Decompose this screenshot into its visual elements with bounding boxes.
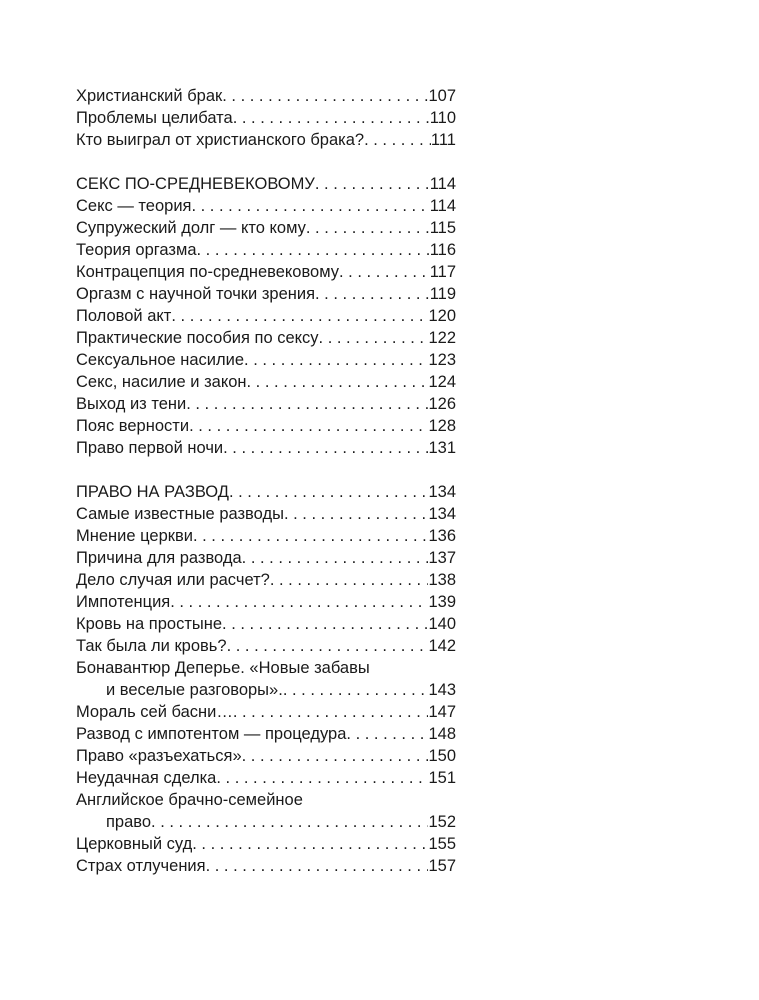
- toc-page-number: 137: [428, 549, 456, 567]
- toc-title: ПРАВО НА РАЗВОД: [76, 483, 229, 501]
- dot-leader: [229, 481, 429, 503]
- toc-page-number: 142: [428, 637, 456, 655]
- dot-leader: [346, 723, 428, 745]
- toc-title: Кто выиграл от христианского брака?: [76, 131, 365, 149]
- toc-page-number: 116: [429, 241, 456, 259]
- toc-title: Христианский брак: [76, 87, 223, 105]
- toc-page-number: 155: [428, 835, 456, 853]
- toc-page-number: 143: [428, 681, 456, 699]
- dot-leader: [270, 569, 429, 591]
- toc-page-number: 114: [429, 175, 456, 193]
- dot-leader: [242, 745, 429, 767]
- toc-page-number: 114: [429, 197, 456, 215]
- toc-page-number: 131: [428, 439, 456, 457]
- toc-title: Выход из тени: [76, 395, 187, 413]
- toc-title: Теория оргазма: [76, 241, 197, 259]
- toc-title: Так была ли кровь?: [76, 637, 227, 655]
- toc-page-number: 124: [428, 373, 456, 391]
- table-of-contents: [76, 85, 456, 877]
- dot-leader: [284, 503, 429, 525]
- dot-leader: [339, 261, 430, 283]
- toc-entry: [76, 767, 456, 789]
- dot-leader: [242, 547, 429, 569]
- toc-page-number: 122: [428, 329, 456, 347]
- toc-page-number: 152: [428, 813, 456, 831]
- toc-title: Церковный суд: [76, 835, 193, 853]
- toc-title: и веселые разговоры».: [106, 681, 283, 699]
- dot-leader: [186, 393, 428, 415]
- dot-leader: [315, 173, 430, 195]
- toc-title: Причина для развода: [76, 549, 242, 567]
- toc-entry-continuation: [76, 679, 456, 701]
- toc-title: Самые известные разводы: [76, 505, 284, 523]
- dot-leader: [189, 415, 428, 437]
- toc-entry: [76, 701, 456, 723]
- toc-title: Секс, насилие и закон: [76, 373, 247, 391]
- toc-title: Неудачная сделка: [76, 769, 217, 787]
- dot-leader: [216, 767, 428, 789]
- toc-title: Половой акт: [76, 307, 172, 325]
- dot-leader: [197, 239, 430, 261]
- toc-title: Секс — теория: [76, 197, 192, 215]
- toc-title: Оргазм с научной точки зрения: [76, 285, 316, 303]
- toc-page-number: 110: [429, 109, 456, 127]
- toc-page-number: 134: [428, 505, 456, 523]
- toc-title: Проблемы целибата: [76, 109, 233, 127]
- toc-title: Страх отлучения: [76, 857, 206, 875]
- toc-page-number: 126: [428, 395, 456, 413]
- toc-title: Мораль сей басни…: [76, 703, 233, 721]
- toc-entry: [76, 745, 456, 767]
- toc-entry: [76, 437, 456, 459]
- dot-leader: [151, 811, 428, 833]
- toc-title: Кровь на простыне: [76, 615, 223, 633]
- dot-leader: [364, 129, 431, 151]
- toc-page-number: 134: [428, 483, 456, 501]
- toc-section-heading: [76, 173, 456, 195]
- toc-title: Контрацепция по-средневековому: [76, 263, 340, 281]
- dot-leader: [206, 855, 429, 877]
- toc-page-number: 136: [428, 527, 456, 545]
- toc-entry: [76, 833, 456, 855]
- toc-page-number: 119: [429, 285, 456, 303]
- toc-entry: [76, 723, 456, 745]
- toc-page-number: 150: [428, 747, 456, 765]
- toc-entry: [76, 349, 456, 371]
- toc-section-heading: [76, 481, 456, 503]
- toc-page-number: 148: [428, 725, 456, 743]
- dot-leader: [233, 701, 429, 723]
- toc-entry: [76, 503, 456, 525]
- toc-page-number: 123: [428, 351, 456, 369]
- toc-entry: [76, 415, 456, 437]
- toc-entry-first-line: [76, 789, 456, 811]
- dot-leader: [306, 217, 430, 239]
- toc-page-number: 139: [428, 593, 456, 611]
- toc-entry-first-line: [76, 657, 456, 679]
- toc-entry: [76, 85, 456, 107]
- toc-title: Право «разъехаться»: [76, 747, 242, 765]
- section-gap: [76, 151, 456, 173]
- toc-entry: [76, 261, 456, 283]
- toc-page-number: 111: [430, 131, 456, 149]
- toc-entry: [76, 635, 456, 657]
- toc-page-number: 147: [428, 703, 456, 721]
- toc-title: Право первой ночи: [76, 439, 224, 457]
- dot-leader: [222, 613, 428, 635]
- toc-entry: [76, 283, 456, 305]
- toc-title: Развод с импотентом — процедура: [76, 725, 347, 743]
- toc-page-number: 107: [428, 87, 456, 105]
- toc-page-number: 117: [429, 263, 456, 281]
- toc-entry: [76, 195, 456, 217]
- dot-leader: [171, 305, 428, 327]
- dot-leader: [193, 525, 429, 547]
- section-gap: [76, 459, 456, 481]
- toc-title: Бонавантюр Деперье. «Новые забавы: [76, 659, 370, 677]
- toc-title: Пояс верности: [76, 417, 190, 435]
- toc-entry: [76, 569, 456, 591]
- dot-leader: [170, 591, 428, 613]
- toc-page-number: 157: [428, 857, 456, 875]
- toc-title: Импотенция: [76, 593, 171, 611]
- toc-entry: [76, 305, 456, 327]
- dot-leader: [283, 679, 429, 701]
- toc-entry: [76, 129, 456, 151]
- toc-page-number: 151: [428, 769, 456, 787]
- toc-title: СЕКС ПО-СРЕДНЕВЕКОВОМУ: [76, 175, 315, 193]
- dot-leader: [244, 349, 428, 371]
- toc-entry-continuation: [76, 811, 456, 833]
- dot-leader: [315, 283, 430, 305]
- toc-title: Дело случая или расчет?: [76, 571, 270, 589]
- toc-entry: [76, 327, 456, 349]
- dot-leader: [233, 107, 430, 129]
- dot-leader: [191, 195, 429, 217]
- toc-title: Супружеский долг — кто кому: [76, 219, 306, 237]
- dot-leader: [192, 833, 428, 855]
- toc-entry: [76, 107, 456, 129]
- dot-leader: [227, 635, 429, 657]
- toc-page-number: 115: [429, 219, 456, 237]
- dot-leader: [223, 437, 428, 459]
- toc-entry: [76, 371, 456, 393]
- toc-entry: [76, 547, 456, 569]
- toc-entry: [76, 217, 456, 239]
- toc-entry: [76, 591, 456, 613]
- toc-entry: [76, 393, 456, 415]
- toc-title: Английское брачно-семейное: [76, 791, 303, 809]
- toc-entry: [76, 525, 456, 547]
- dot-leader: [222, 85, 428, 107]
- toc-title: Сексуальное насилие: [76, 351, 245, 369]
- toc-page-number: 140: [428, 615, 456, 633]
- toc-page-number: 138: [428, 571, 456, 589]
- toc-entry: [76, 855, 456, 877]
- toc-title: Мнение церкви: [76, 527, 193, 545]
- toc-page-number: 120: [428, 307, 456, 325]
- dot-leader: [247, 371, 429, 393]
- toc-title: Практические пособия по сексу: [76, 329, 319, 347]
- toc-title: право: [106, 813, 152, 831]
- toc-entry: [76, 239, 456, 261]
- toc-page-number: 128: [428, 417, 456, 435]
- toc-entry: [76, 613, 456, 635]
- dot-leader: [319, 327, 429, 349]
